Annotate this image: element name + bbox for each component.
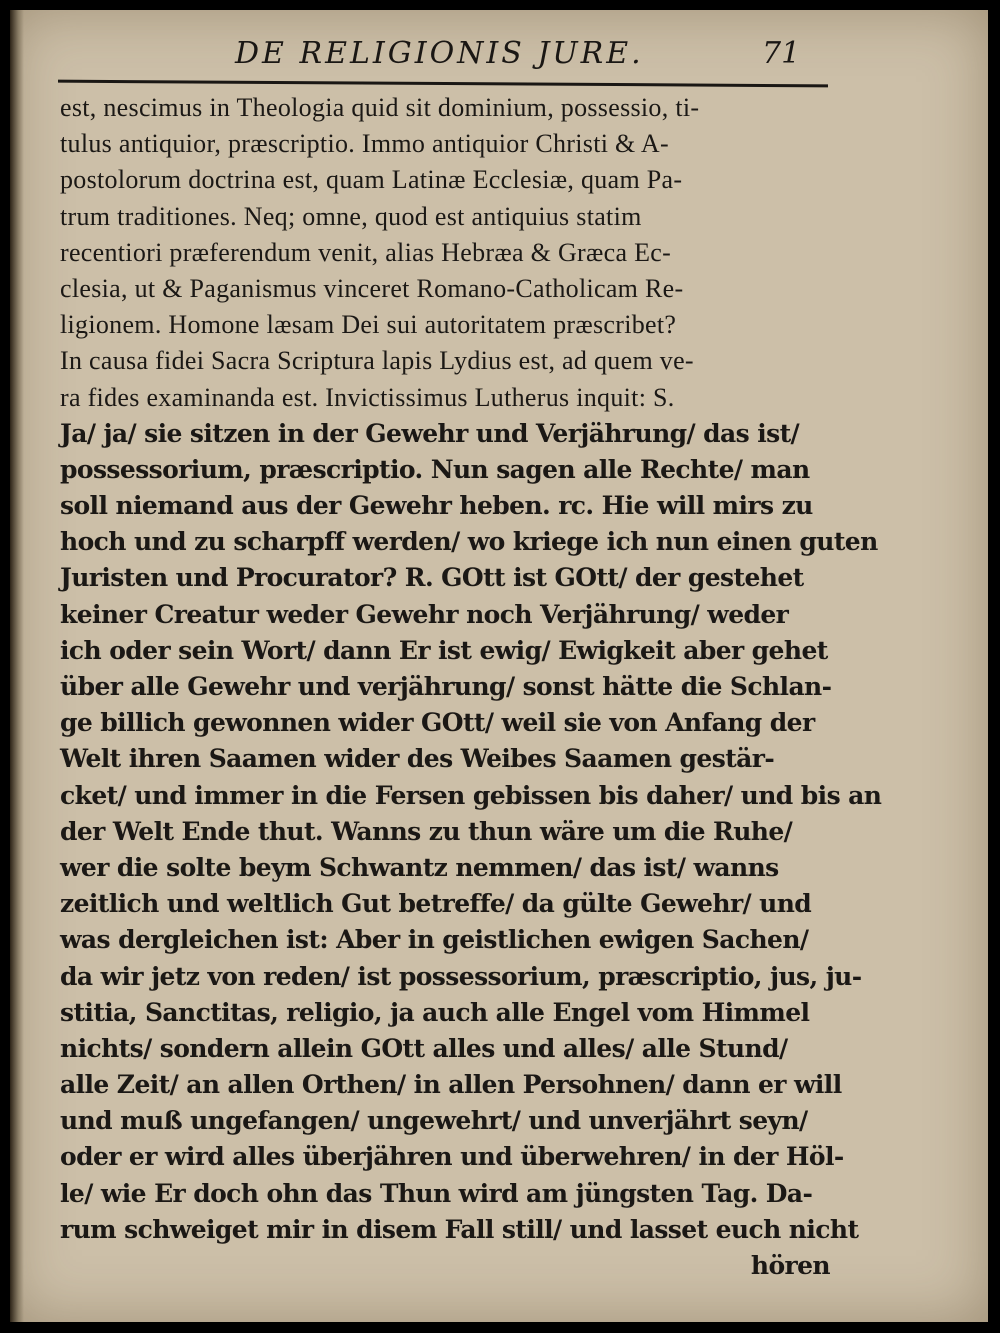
text-line: und muß ungefangen/ ungewehrt/ und unverjährt seyn/ — [60, 1106, 808, 1136]
text-line: ge billich gewonnen wider GOtt/ weil sie von Anfang der — [60, 708, 815, 738]
text-line: oder er wird alles überjähren und überwehren/ in der Höl- — [60, 1142, 844, 1172]
text-line: stitia, Sanctitas, religio, ja auch alle Engel vom Himmel — [60, 997, 810, 1027]
text-line: le/ wie Er doch ohn das Thun wird am jüngsten Tag. Da- — [60, 1178, 813, 1208]
page-binding-edge — [10, 10, 24, 1322]
book-page — [10, 10, 988, 1322]
text-line: über alle Gewehr und verjährung/ sonst hätte die Schlan- — [60, 672, 832, 701]
text-line: In causa fidei Sacra Scriptura lapis Lydius est, ad quem ve- — [60, 346, 694, 376]
text-line: nichts/ sondern allein GOtt alles und alles/ alle Stund/ — [60, 1033, 788, 1063]
text-line: Welt ihren Saamen wider des Weibes Saamen gestär- — [60, 744, 775, 774]
text-line: possessorium, præscriptio. Nun sagen alle Rechte/ man — [60, 454, 810, 484]
text-line: est, nescimus in Theologia quid sit dominium, possessio, ti- — [60, 93, 700, 122]
text-line: trum traditiones. Neq; omne, quod est antiquius statim — [60, 201, 642, 231]
text-line: was dergleichen ist: Aber in geistlichen ewigen Sachen/ — [60, 925, 809, 955]
text-line: Ja/ ja/ sie sitzen in der Gewehr und Verjährung/ das ist/ — [60, 418, 800, 448]
body-text — [60, 90, 882, 1284]
text-line: clesia, ut & Paganismus vinceret Romano-Catholicam Re- — [60, 273, 684, 303]
text-line: ra fides examinanda est. Invictissimus Lutherus inquit: S. — [60, 382, 675, 412]
text-line: ligionem. Homone læsam Dei sui autoritatem præscribet? — [60, 310, 677, 340]
page-number: 71 — [762, 36, 801, 71]
text-line: zeitlich und weltlich Gut betreffe/ da gülte Gewehr/ und — [60, 889, 812, 919]
text-line: keiner Creatur weder Gewehr noch Verjährung/ weder — [60, 599, 789, 629]
text-line: hoch und zu scharpff werden/ wo kriege ich nun einen guten — [60, 527, 878, 557]
text-line: tulus antiquior, præscriptio. Immo antiquior Christi & A- — [60, 129, 669, 159]
text-line: recentiori præferendum venit, alias Hebræa & Græca Ec- — [60, 237, 672, 267]
text-line: soll niemand aus der Gewehr heben. rc. Hie will mirs zu — [60, 491, 813, 521]
text-line: wer die solte beym Schwantz nemmen/ das ist/ wanns — [60, 852, 779, 882]
text-line: cket/ und immer in die Fersen gebissen bis daher/ und bis an — [60, 780, 882, 810]
running-title: DE RELIGIONIS JURE. — [235, 36, 644, 71]
header-rule — [58, 80, 828, 88]
text-line: da wir jetz von reden/ ist possessorium, præscriptio, jus, ju- — [60, 961, 862, 991]
catchword: hören — [750, 1251, 830, 1280]
text-line: der Welt Ende thut. Wanns zu thun wäre um die Ruhe/ — [60, 816, 793, 846]
text-line: rum schweiget mir in disem Fall still/ und lasset euch nicht — [60, 1214, 859, 1244]
text-line: postolorum doctrina est, quam Latinæ Ecclesiæ, quam Pa- — [60, 165, 683, 195]
text-line: ich oder sein Wort/ dann Er ist ewig/ Ewigkeit aber gehet — [60, 635, 828, 665]
text-line: alle Zeit/ an allen Orthen/ in allen Persohnen/ dann er will — [60, 1070, 842, 1100]
text-line: Juristen und Procurator? R. GOtt ist GOtt/ der gestehet — [60, 563, 804, 593]
